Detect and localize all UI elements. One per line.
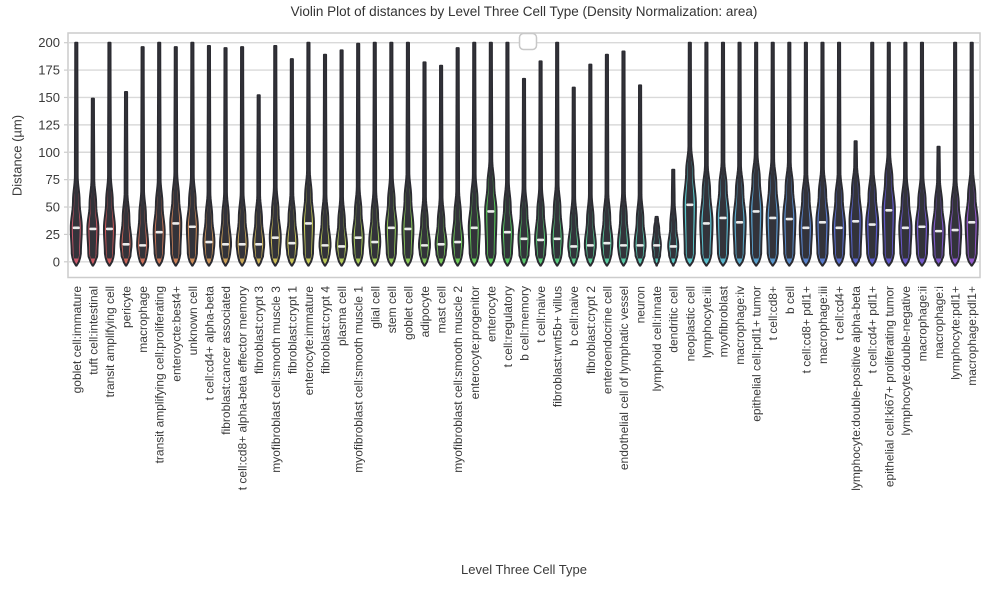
median-dash (520, 237, 527, 240)
x-tick-label: adipocyte (418, 286, 433, 338)
x-tick-label: b cell (782, 286, 797, 315)
x-tick-label: enterocyte:immature (301, 286, 316, 396)
median-dash (753, 210, 760, 213)
median-dash (802, 227, 809, 230)
median-dash (703, 222, 710, 225)
chart-title: Violin Plot of distances by Level Three Cell Type (Density Normalization: area) (290, 4, 758, 19)
y-tick-label: 125 (38, 117, 60, 133)
median-dash (388, 227, 395, 230)
median-dash (653, 244, 660, 247)
median-dash (272, 236, 279, 239)
x-tick-label: fibroblast:wnt5b+ villus (550, 286, 565, 408)
median-dash (819, 221, 826, 224)
y-tick-label: 75 (45, 172, 60, 188)
x-tick-label: macrophage:i (932, 286, 947, 359)
x-tick-label: enteroendocrine cell (600, 286, 615, 395)
median-dash (504, 231, 511, 234)
y-tick-label: 175 (38, 62, 60, 78)
median-dash (736, 221, 743, 224)
x-tick-label: t cell:naive (534, 286, 549, 343)
median-dash (902, 227, 909, 230)
median-dash (122, 243, 129, 246)
median-dash (587, 244, 594, 247)
median-dash (487, 210, 494, 213)
median-dash (471, 227, 478, 230)
y-tick-label: 50 (45, 199, 60, 215)
x-tick-label: dendritic cell (666, 286, 681, 353)
median-dash (437, 243, 444, 246)
x-tick-label: lymphoid cell:innate (650, 286, 665, 392)
median-dash (554, 237, 561, 240)
x-tick-label: b cell:naive (567, 286, 582, 347)
median-dash (537, 239, 544, 242)
median-dash (869, 223, 876, 226)
x-tick-label: enterocyte (484, 286, 499, 343)
x-tick-label: t cell:cd4+ (832, 286, 847, 341)
x-tick-label: endothelial cell of lymphatic vessel (616, 286, 631, 471)
x-tick-label: tuft cell:intestinal (86, 286, 101, 375)
median-dash (404, 228, 411, 231)
x-tick-label: fibroblast:crypt 3 (252, 286, 267, 375)
x-tick-label: pericyte (119, 286, 134, 329)
median-dash (852, 220, 859, 223)
x-tick-label: myofibroblast cell:smooth muscle 3 (268, 286, 283, 473)
median-dash (139, 244, 146, 247)
median-dash (89, 228, 96, 231)
x-tick-label: lymphocyte:double-negative (898, 286, 913, 436)
median-dash (636, 244, 643, 247)
x-tick-label: myofibroblast cell:smooth muscle 2 (451, 286, 466, 473)
x-tick-label: lymphocyte:pdl1+ (948, 285, 963, 380)
median-dash (686, 204, 693, 207)
median-dash (106, 228, 113, 231)
legend-box (520, 34, 537, 50)
median-dash (355, 236, 362, 239)
y-tick-label: 100 (38, 144, 60, 160)
x-tick-label: fibroblast:cancer associated (219, 286, 234, 435)
x-tick-label: macrophage:pdl1+ (965, 286, 980, 386)
x-tick-label: t cell:cd8+ pdl1+ (799, 286, 814, 374)
x-tick-label: enterocyte:progenitor (467, 285, 482, 400)
x-tick-label: t cell:regulatory (500, 286, 515, 368)
x-tick-label: goblet cell:immature (69, 286, 84, 394)
x-tick-label: t cell:cd8+ alpha-beta effector memory (235, 286, 250, 491)
median-dash (305, 222, 312, 225)
x-tick-label: enteroycte:best4+ (169, 286, 184, 382)
x-tick-label: lymphocyte:iii (699, 286, 714, 359)
median-dash (935, 230, 942, 233)
x-tick-label: t cell:cd8+ (766, 286, 781, 341)
x-tick-label: stem cell (384, 286, 399, 334)
median-dash (371, 241, 378, 244)
x-tick-label: b cell:memory (517, 286, 532, 361)
x-tick-label: epithelial cell:ki67+ proliferating tumor (882, 286, 897, 488)
median-dash (885, 209, 892, 212)
x-tick-label: macrophage:iii (815, 286, 830, 365)
median-dash (570, 245, 577, 248)
median-dash (952, 229, 959, 232)
x-tick-label: macrophage:ii (915, 286, 930, 362)
x-tick-label: neuron (633, 286, 648, 324)
x-tick-label: lymphocyte:double-positive alpha-beta (849, 286, 864, 491)
median-dash (255, 243, 262, 246)
median-dash (288, 242, 295, 245)
x-tick-label: glial cell (368, 286, 383, 329)
median-dash (73, 227, 80, 230)
x-tick-label: transit amplifying cell (102, 286, 117, 398)
median-dash (222, 243, 229, 246)
x-tick-label: myofibroblast (716, 286, 731, 358)
y-axis-label: Distance (µm) (9, 114, 25, 197)
y-tick-label: 25 (45, 226, 60, 242)
x-tick-label: transit amplifying cell:proliferating (152, 286, 167, 464)
median-dash (156, 231, 163, 234)
median-dash (205, 241, 212, 244)
median-dash (603, 242, 610, 245)
x-tick-label: macrophage:iv (733, 286, 748, 365)
y-tick-label: 0 (52, 254, 60, 270)
x-tick-label: fibroblast:crypt 4 (318, 286, 333, 375)
median-dash (719, 217, 726, 220)
median-dash (918, 225, 925, 228)
x-tick-label: plasma cell (335, 286, 350, 347)
median-dash (835, 227, 842, 230)
median-dash (189, 225, 196, 228)
x-tick-label: myofibroblast cell:smooth muscle 1 (351, 286, 366, 473)
x-tick-label: mast cell (434, 286, 449, 334)
median-dash (670, 245, 677, 248)
median-dash (421, 244, 428, 247)
x-tick-label: epithelial cell:pdl1+ tumor (749, 286, 764, 422)
x-tick-label: macrophage (136, 286, 151, 353)
median-dash (338, 245, 345, 248)
x-tick-label: fibroblast:crypt 2 (583, 286, 598, 375)
x-tick-label: fibroblast:crypt 1 (285, 286, 300, 375)
x-tick-label: goblet cell (401, 286, 416, 341)
median-dash (321, 244, 328, 247)
median-dash (786, 218, 793, 221)
x-axis-label: Level Three Cell Type (461, 562, 587, 577)
median-dash (968, 221, 975, 224)
x-tick-label: t cell:cd4+ alpha-beta (202, 286, 217, 401)
median-dash (454, 241, 461, 244)
median-dash (769, 217, 776, 220)
median-dash (172, 222, 179, 225)
median-dash (620, 244, 627, 247)
y-tick-label: 150 (38, 89, 60, 105)
median-dash (239, 243, 246, 246)
x-tick-label: t cell:cd4+ pdl1+ (865, 286, 880, 374)
y-tick-label: 200 (38, 35, 60, 51)
x-tick-label: neoplastic cell (683, 286, 698, 362)
x-tick-label: unknown cell (185, 286, 200, 356)
